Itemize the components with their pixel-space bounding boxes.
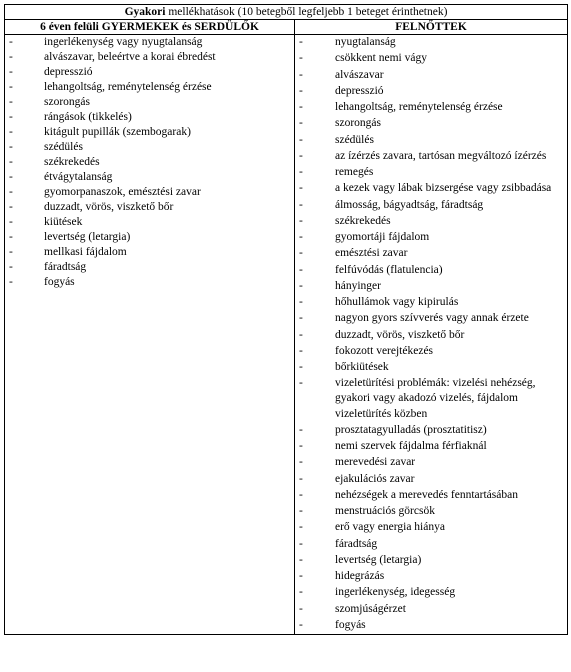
adults-cell xyxy=(295,35,568,635)
list-item xyxy=(295,585,567,600)
list-item-text: szorongás xyxy=(335,117,381,130)
list-item xyxy=(295,68,567,83)
list-item-text: székrekedés xyxy=(335,214,391,227)
list-item xyxy=(295,360,567,375)
adults-column-header: FELNŐTTEK xyxy=(295,20,568,35)
dash-bullet: - xyxy=(299,361,303,373)
list-item xyxy=(295,504,567,519)
title-row xyxy=(5,5,568,20)
list-item-text: ingerlékenység, idegesség xyxy=(335,586,456,599)
list-item xyxy=(295,344,567,359)
children-list xyxy=(5,35,294,290)
list-item xyxy=(5,35,294,50)
list-item xyxy=(295,214,567,229)
list-item xyxy=(295,198,567,213)
dash-bullet: - xyxy=(299,166,303,178)
list-item xyxy=(295,165,567,180)
dash-bullet: - xyxy=(9,216,13,228)
dash-bullet: - xyxy=(299,36,303,48)
list-item-text: a kezek vagy lábak bizsergése vagy zsibbadása xyxy=(335,182,552,195)
list-item xyxy=(5,95,294,110)
list-item xyxy=(295,472,567,487)
list-item xyxy=(295,263,567,278)
list-item-text: alvászavar xyxy=(335,68,384,81)
list-item xyxy=(5,50,294,65)
list-item-text: szomjúságérzet xyxy=(335,602,406,615)
list-item xyxy=(295,84,567,99)
dash-bullet: - xyxy=(9,276,13,288)
dash-bullet: - xyxy=(9,96,13,108)
dash-bullet: - xyxy=(299,328,303,341)
list-item-text: kitágult pupillák (szembogarak) xyxy=(44,126,191,138)
list-item-text: székrekedés xyxy=(44,156,100,168)
list-item-text: fáradtság xyxy=(335,537,378,550)
list-item xyxy=(5,170,294,185)
list-item xyxy=(295,520,567,535)
list-item xyxy=(295,376,567,422)
dash-bullet: - xyxy=(299,521,303,534)
list-item xyxy=(5,155,294,170)
list-item-text: erő vagy energia hiánya xyxy=(335,521,445,534)
dash-bullet: - xyxy=(299,488,303,501)
list-item-text: bőrkiütések xyxy=(335,361,389,373)
dash-bullet: - xyxy=(299,214,303,227)
list-item-text: ejakulációs zavar xyxy=(335,472,415,485)
list-item xyxy=(295,553,567,568)
list-item xyxy=(295,279,567,294)
list-item-text: fogyás xyxy=(335,618,366,631)
dash-bullet: - xyxy=(299,456,303,469)
dash-bullet: - xyxy=(9,111,13,123)
dash-bullet: - xyxy=(299,312,303,325)
list-item-text: szédülés xyxy=(335,133,374,146)
list-item xyxy=(295,181,567,196)
dash-bullet: - xyxy=(9,51,13,63)
list-item xyxy=(295,116,567,131)
list-item xyxy=(5,230,294,245)
list-item xyxy=(295,455,567,470)
list-item xyxy=(295,439,567,454)
list-item xyxy=(295,230,567,245)
dash-bullet: - xyxy=(9,156,13,168)
dash-bullet: - xyxy=(299,247,303,260)
list-item-text: nyugtalanság xyxy=(335,36,396,48)
list-item xyxy=(5,110,294,125)
list-item-text: menstruációs görcsök xyxy=(335,505,435,518)
list-item-text: levertség (letargia) xyxy=(44,231,131,243)
dash-bullet: - xyxy=(299,117,303,130)
dash-bullet: - xyxy=(299,52,303,65)
list-item-text: csökkent nemi vágy xyxy=(335,52,427,65)
dash-bullet: - xyxy=(9,141,13,153)
dash-bullet: - xyxy=(299,344,303,357)
dash-bullet: - xyxy=(299,296,303,308)
list-item xyxy=(295,311,567,326)
dash-bullet: - xyxy=(299,423,303,436)
side-effects-table xyxy=(4,4,568,635)
header-row xyxy=(5,20,568,35)
list-item-text: hőhullámok vagy kipirulás xyxy=(335,296,459,308)
list-item xyxy=(295,602,567,617)
list-item-text: gyomortáji fájdalom xyxy=(335,231,430,243)
dash-bullet: - xyxy=(299,198,303,211)
dash-bullet: - xyxy=(9,171,13,183)
list-item xyxy=(5,245,294,260)
list-item xyxy=(295,569,567,584)
list-item-text: mellkasi fájdalom xyxy=(44,246,127,258)
list-item-text: ingerlékenység vagy nyugtalanság xyxy=(44,36,203,48)
list-item-text: depresszió xyxy=(335,84,384,97)
list-item xyxy=(295,328,567,343)
dash-bullet: - xyxy=(9,66,13,78)
list-item xyxy=(295,295,567,310)
list-item xyxy=(5,80,294,95)
list-item xyxy=(295,488,567,503)
list-item-text: vizeletürítési problémák: vizelési nehézség, gyakori vagy akadozó vizelés, fájdalom vizeletürítés közben xyxy=(335,377,536,420)
list-item xyxy=(5,200,294,215)
list-item xyxy=(5,65,294,80)
list-item xyxy=(295,100,567,115)
list-item-text: felfúvódás (flatulencia) xyxy=(335,263,443,276)
content-row xyxy=(5,35,568,635)
list-item-text: hányinger xyxy=(335,279,381,292)
list-item-text: fáradtság xyxy=(44,261,87,273)
list-item-text: kiütések xyxy=(44,216,83,228)
title-bold: Gyakori xyxy=(124,6,166,18)
list-item-text: emésztési zavar xyxy=(335,247,408,260)
list-item-text: duzzadt, vörös, viszkető bőr xyxy=(44,201,174,213)
dash-bullet: - xyxy=(9,231,13,243)
list-item-text: fogyás xyxy=(44,276,75,288)
list-item-text: fokozott verejtékezés xyxy=(335,344,434,357)
table-title xyxy=(5,5,568,20)
dash-bullet: - xyxy=(299,440,303,453)
dash-bullet: - xyxy=(299,618,303,631)
dash-bullet: - xyxy=(9,81,13,93)
list-item-text: prosztatagyulladás (prosztatitisz) xyxy=(335,423,487,436)
list-item-text: alvászavar, beleértve a korai ébredést xyxy=(44,51,216,63)
list-item-text: szorongás xyxy=(44,96,90,108)
dash-bullet: - xyxy=(299,149,303,162)
list-item-text: remegés xyxy=(335,166,374,178)
dash-bullet: - xyxy=(299,570,303,583)
dash-bullet: - xyxy=(299,84,303,97)
list-item xyxy=(295,246,567,261)
list-item xyxy=(5,125,294,140)
dash-bullet: - xyxy=(9,246,13,258)
dash-bullet: - xyxy=(299,231,303,243)
dash-bullet: - xyxy=(299,68,303,81)
children-cell xyxy=(5,35,295,635)
list-item xyxy=(5,215,294,230)
list-item-text: rángások (tikkelés) xyxy=(44,111,132,123)
dash-bullet: - xyxy=(9,126,13,138)
dash-bullet: - xyxy=(299,472,303,485)
dash-bullet: - xyxy=(299,602,303,615)
list-item-text: étvágytalanság xyxy=(44,171,113,183)
list-item-text: nehézségek a merevedés fenntartásában xyxy=(335,488,518,501)
children-column-header: 6 éven felüli GYERMEKEK és SERDÜLŐK xyxy=(5,20,295,35)
list-item-text: duzzadt, vörös, viszkető bőr xyxy=(335,328,465,341)
list-item-text: hidegrázás xyxy=(335,570,385,583)
list-item-text: szédülés xyxy=(44,141,83,153)
dash-bullet: - xyxy=(9,36,13,48)
list-item xyxy=(295,133,567,148)
list-item-text: nemi szervek fájdalma férfiaknál xyxy=(335,440,487,453)
list-item-text: álmosság, bágyadtság, fáradtság xyxy=(335,198,484,211)
list-item xyxy=(5,275,294,290)
list-item xyxy=(295,149,567,164)
list-item xyxy=(295,35,567,50)
list-item-text: gyomorpanaszok, emésztési zavar xyxy=(44,186,201,198)
list-item-text: az ízérzés zavara, tartósan megváltozó ízérzés xyxy=(335,149,547,162)
list-item-text: depresszió xyxy=(44,66,93,78)
dash-bullet: - xyxy=(299,586,303,599)
dash-bullet: - xyxy=(299,505,303,518)
dash-bullet: - xyxy=(299,279,303,292)
list-item xyxy=(5,260,294,275)
dash-bullet: - xyxy=(299,182,303,195)
dash-bullet: - xyxy=(9,186,13,198)
dash-bullet: - xyxy=(299,101,303,113)
list-item-text: lehangoltság, reménytelenség érzése xyxy=(44,81,212,93)
list-item-text: merevedési zavar xyxy=(335,456,416,469)
dash-bullet: - xyxy=(299,537,303,550)
dash-bullet: - xyxy=(299,263,303,276)
list-item-text: levertség (letargia) xyxy=(335,553,422,566)
list-item xyxy=(295,51,567,66)
list-item xyxy=(5,140,294,155)
list-item xyxy=(295,618,567,633)
list-item xyxy=(295,537,567,552)
list-item-text: lehangoltság, reménytelenség érzése xyxy=(335,101,503,113)
adults-list xyxy=(295,35,567,633)
dash-bullet: - xyxy=(299,553,303,566)
list-item xyxy=(295,423,567,438)
list-item-text: nagyon gyors szívverés vagy annak érzete xyxy=(335,312,529,325)
dash-bullet: - xyxy=(299,133,303,146)
list-item xyxy=(5,185,294,200)
dash-bullet: - xyxy=(299,377,303,390)
dash-bullet: - xyxy=(9,201,13,213)
dash-bullet: - xyxy=(9,261,13,273)
title-rest: mellékhatások (10 betegből legfeljebb 1 beteget érinthetnek) xyxy=(165,6,448,18)
